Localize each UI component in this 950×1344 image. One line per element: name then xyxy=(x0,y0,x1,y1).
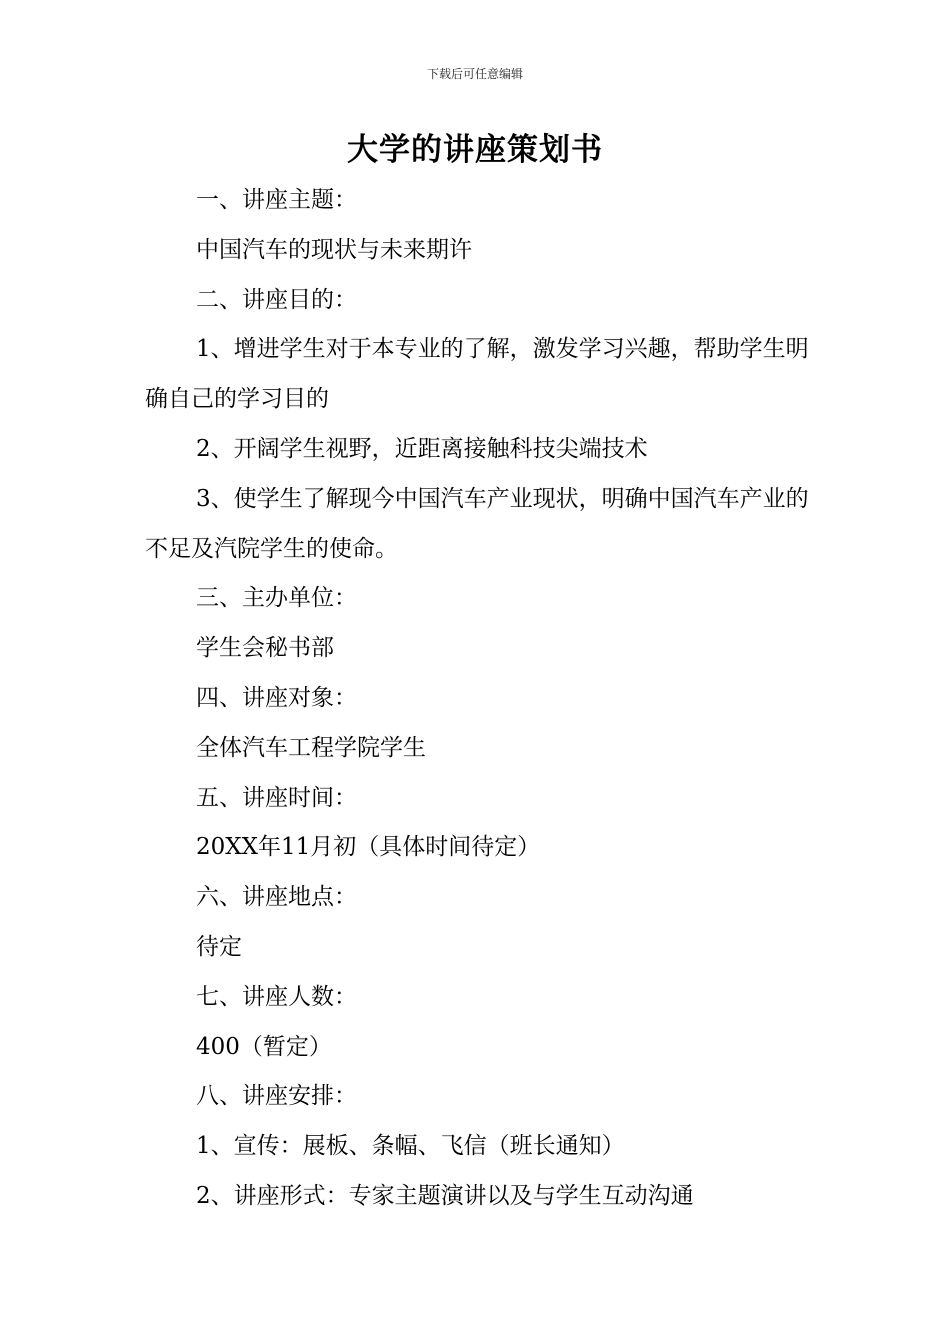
page-header-note: 下载后可任意编辑 xyxy=(426,67,523,81)
section-heading-audience: 四、讲座对象： xyxy=(196,684,357,711)
section-heading-time: 五、讲座时间： xyxy=(196,784,357,811)
organizer-text: 学生会秘书部 xyxy=(196,635,334,662)
section-heading-purpose: 二、讲座目的： xyxy=(196,286,357,313)
purpose-item-3: 3、使学生了解现今中国汽车产业现状，明确中国汽车产业的不足及汽院学生的使命。 xyxy=(145,485,809,562)
document-body xyxy=(145,176,810,1222)
section-heading-arrangement: 八、讲座安排： xyxy=(196,1083,357,1110)
audience-text: 全体汽车工程学院学生 xyxy=(196,734,426,761)
section-heading-location: 六、讲座地点： xyxy=(196,884,357,911)
time-text: 20XX年11月初（具体时间待定） xyxy=(196,834,541,861)
topic-text: 中国汽车的现状与未来期许 xyxy=(196,236,472,263)
purpose-item-1: 1、增进学生对于本专业的了解，激发学习兴趣，帮助学生明确自己的学习目的 xyxy=(145,336,809,413)
section-heading-topic: 一、讲座主题： xyxy=(196,187,357,213)
section-heading-organizer: 三、主办单位： xyxy=(196,585,357,612)
location-text: 待定 xyxy=(196,933,242,960)
section-heading-attendance: 七、讲座人数： xyxy=(196,983,357,1010)
document-title: 大学的讲座策划书 xyxy=(347,132,603,168)
attendance-text: 400（暂定） xyxy=(196,1033,332,1060)
arrangement-item-2: 2、讲座形式：专家主题演讲以及与学生互动沟通 xyxy=(196,1182,694,1209)
purpose-item-2: 2、开阔学生视野，近距离接触科技尖端技术 xyxy=(196,435,648,462)
arrangement-item-1: 1、宣传：展板、条幅、飞信（班长通知） xyxy=(196,1133,625,1160)
